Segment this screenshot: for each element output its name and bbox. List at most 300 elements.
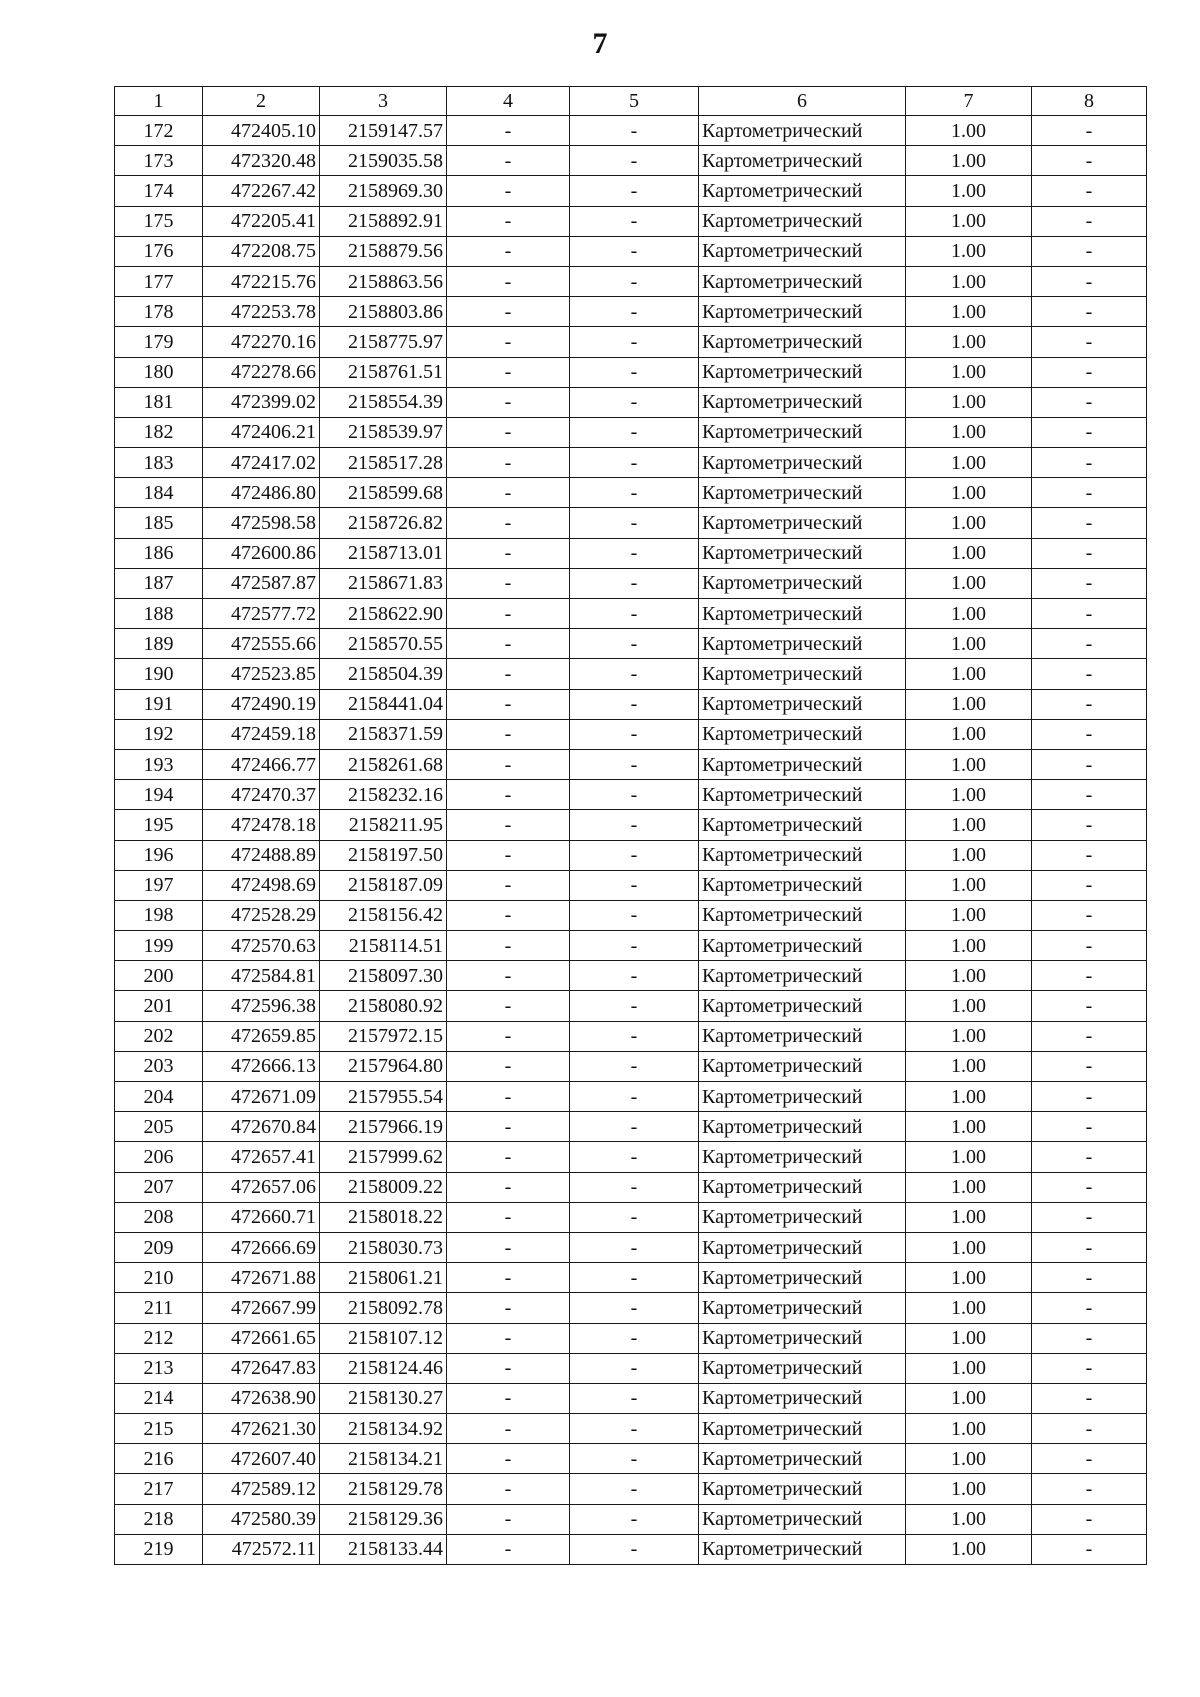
col-8-value-cell: - [1032,629,1147,659]
col-4-value-cell: - [447,568,570,598]
table-row [115,1293,1147,1323]
col-5-value-cell: - [570,780,699,810]
point-number-cell: 196 [115,840,203,870]
col-8-value-cell: - [1032,689,1147,719]
col-8-value-cell: - [1032,387,1147,417]
col-4-value-cell: - [447,1263,570,1293]
coord-y-cell: 2159147.57 [320,116,447,146]
col-4-value-cell: - [447,931,570,961]
coord-y-cell: 2158622.90 [320,599,447,629]
coord-y-cell: 2157966.19 [320,1112,447,1142]
coord-y-cell: 2158761.51 [320,357,447,387]
method-cell: Картометрический [699,1021,906,1051]
coord-x-cell: 472555.66 [203,629,320,659]
column-header: 5 [570,87,699,116]
method-cell: Картометрический [699,146,906,176]
coord-y-cell: 2158156.42 [320,900,447,930]
col-4-value-cell: - [447,508,570,538]
col-5-value-cell: - [570,629,699,659]
accuracy-cell: 1.00 [906,659,1032,689]
coord-x-cell: 472205.41 [203,206,320,236]
coord-y-cell: 2158133.44 [320,1534,447,1564]
column-header: 8 [1032,87,1147,116]
col-8-value-cell: - [1032,1051,1147,1081]
table-row [115,1263,1147,1293]
col-8-value-cell: - [1032,1414,1147,1444]
point-number-cell: 182 [115,417,203,447]
col-5-value-cell: - [570,1051,699,1081]
point-number-cell: 193 [115,749,203,779]
accuracy-cell: 1.00 [906,599,1032,629]
col-4-value-cell: - [447,357,570,387]
coord-x-cell: 472660.71 [203,1202,320,1232]
col-5-value-cell: - [570,1534,699,1564]
coord-y-cell: 2158134.21 [320,1444,447,1474]
col-5-value-cell: - [570,538,699,568]
coord-y-cell: 2157972.15 [320,1021,447,1051]
col-4-value-cell: - [447,719,570,749]
col-4-value-cell: - [447,448,570,478]
table-row [115,448,1147,478]
coord-x-cell: 472470.37 [203,780,320,810]
table-row [115,236,1147,266]
method-cell: Картометрический [699,116,906,146]
coord-y-cell: 2158441.04 [320,689,447,719]
coord-x-cell: 472666.69 [203,1232,320,1262]
col-5-value-cell: - [570,1504,699,1534]
col-8-value-cell: - [1032,900,1147,930]
point-number-cell: 215 [115,1414,203,1444]
accuracy-cell: 1.00 [906,236,1032,266]
table-row [115,266,1147,296]
column-header: 4 [447,87,570,116]
point-number-cell: 198 [115,900,203,930]
coord-x-cell: 472671.09 [203,1082,320,1112]
table-row [115,689,1147,719]
coord-y-cell: 2158504.39 [320,659,447,689]
table-row [115,1534,1147,1564]
point-number-cell: 209 [115,1232,203,1262]
coord-x-cell: 472584.81 [203,961,320,991]
col-8-value-cell: - [1032,961,1147,991]
coord-x-cell: 472278.66 [203,357,320,387]
col-5-value-cell: - [570,840,699,870]
col-5-value-cell: - [570,1142,699,1172]
col-8-value-cell: - [1032,1172,1147,1202]
coord-y-cell: 2158803.86 [320,297,447,327]
coord-x-cell: 472666.13 [203,1051,320,1081]
col-5-value-cell: - [570,1444,699,1474]
col-5-value-cell: - [570,599,699,629]
col-5-value-cell: - [570,1172,699,1202]
coord-x-cell: 472647.83 [203,1353,320,1383]
col-5-value-cell: - [570,659,699,689]
col-8-value-cell: - [1032,146,1147,176]
accuracy-cell: 1.00 [906,357,1032,387]
method-cell: Картометрический [699,900,906,930]
col-8-value-cell: - [1032,116,1147,146]
accuracy-cell: 1.00 [906,1082,1032,1112]
coord-x-cell: 472253.78 [203,297,320,327]
accuracy-cell: 1.00 [906,1051,1032,1081]
col-5-value-cell: - [570,206,699,236]
col-5-value-cell: - [570,568,699,598]
accuracy-cell: 1.00 [906,900,1032,930]
col-8-value-cell: - [1032,719,1147,749]
table-row [115,659,1147,689]
col-8-value-cell: - [1032,1232,1147,1262]
accuracy-cell: 1.00 [906,1534,1032,1564]
table-row [115,1353,1147,1383]
coord-y-cell: 2158969.30 [320,176,447,206]
method-cell: Картометрический [699,659,906,689]
method-cell: Картометрический [699,1323,906,1353]
col-5-value-cell: - [570,1263,699,1293]
col-4-value-cell: - [447,1172,570,1202]
col-8-value-cell: - [1032,749,1147,779]
col-4-value-cell: - [447,1353,570,1383]
col-8-value-cell: - [1032,206,1147,236]
col-8-value-cell: - [1032,810,1147,840]
col-5-value-cell: - [570,900,699,930]
col-4-value-cell: - [447,900,570,930]
method-cell: Картометрический [699,266,906,296]
col-8-value-cell: - [1032,1112,1147,1142]
col-4-value-cell: - [447,1414,570,1444]
method-cell: Картометрический [699,749,906,779]
point-number-cell: 217 [115,1474,203,1504]
table-row [115,1202,1147,1232]
col-5-value-cell: - [570,1112,699,1142]
point-number-cell: 204 [115,1082,203,1112]
col-4-value-cell: - [447,629,570,659]
col-4-value-cell: - [447,1142,570,1172]
col-4-value-cell: - [447,1534,570,1564]
method-cell: Картометрический [699,327,906,357]
col-4-value-cell: - [447,1051,570,1081]
method-cell: Картометрический [699,599,906,629]
point-number-cell: 213 [115,1353,203,1383]
table-body [115,116,1147,1565]
col-5-value-cell: - [570,448,699,478]
col-8-value-cell: - [1032,1474,1147,1504]
method-cell: Картометрический [699,810,906,840]
col-8-value-cell: - [1032,1504,1147,1534]
table-row [115,931,1147,961]
table-row [115,749,1147,779]
col-8-value-cell: - [1032,1142,1147,1172]
accuracy-cell: 1.00 [906,1021,1032,1051]
col-8-value-cell: - [1032,991,1147,1021]
table-row [115,1112,1147,1142]
accuracy-cell: 1.00 [906,387,1032,417]
col-4-value-cell: - [447,236,570,266]
method-cell: Картометрический [699,931,906,961]
coord-y-cell: 2158232.16 [320,780,447,810]
table-row [115,1383,1147,1413]
col-8-value-cell: - [1032,568,1147,598]
point-number-cell: 199 [115,931,203,961]
col-4-value-cell: - [447,146,570,176]
col-8-value-cell: - [1032,1353,1147,1383]
col-5-value-cell: - [570,387,699,417]
col-4-value-cell: - [447,1232,570,1262]
coordinates-table [114,86,1147,1565]
col-5-value-cell: - [570,1323,699,1353]
col-4-value-cell: - [447,599,570,629]
col-4-value-cell: - [447,991,570,1021]
table-row [115,508,1147,538]
point-number-cell: 175 [115,206,203,236]
accuracy-cell: 1.00 [906,810,1032,840]
coord-x-cell: 472670.84 [203,1112,320,1142]
col-8-value-cell: - [1032,1263,1147,1293]
col-4-value-cell: - [447,689,570,719]
coord-x-cell: 472671.88 [203,1263,320,1293]
coord-x-cell: 472661.65 [203,1323,320,1353]
col-5-value-cell: - [570,176,699,206]
accuracy-cell: 1.00 [906,840,1032,870]
point-number-cell: 205 [115,1112,203,1142]
header-row [115,87,1147,116]
col-5-value-cell: - [570,357,699,387]
method-cell: Картометрический [699,1142,906,1172]
col-8-value-cell: - [1032,448,1147,478]
accuracy-cell: 1.00 [906,719,1032,749]
accuracy-cell: 1.00 [906,1414,1032,1444]
accuracy-cell: 1.00 [906,1293,1032,1323]
accuracy-cell: 1.00 [906,780,1032,810]
coord-y-cell: 2158539.97 [320,417,447,447]
table-row [115,1414,1147,1444]
table-row [115,568,1147,598]
table-row [115,1172,1147,1202]
table-row [115,206,1147,236]
col-4-value-cell: - [447,297,570,327]
method-cell: Картометрический [699,508,906,538]
accuracy-cell: 1.00 [906,478,1032,508]
col-4-value-cell: - [447,1323,570,1353]
accuracy-cell: 1.00 [906,1323,1032,1353]
accuracy-cell: 1.00 [906,961,1032,991]
coord-x-cell: 472659.85 [203,1021,320,1051]
col-5-value-cell: - [570,1232,699,1262]
method-cell: Картометрический [699,1353,906,1383]
col-8-value-cell: - [1032,357,1147,387]
col-8-value-cell: - [1032,1021,1147,1051]
coord-x-cell: 472466.77 [203,749,320,779]
coord-y-cell: 2158197.50 [320,840,447,870]
point-number-cell: 178 [115,297,203,327]
coord-x-cell: 472587.87 [203,568,320,598]
col-5-value-cell: - [570,870,699,900]
col-5-value-cell: - [570,478,699,508]
method-cell: Картометрический [699,357,906,387]
table-row [115,387,1147,417]
coord-y-cell: 2158114.51 [320,931,447,961]
table-row [115,146,1147,176]
coord-y-cell: 2158092.78 [320,1293,447,1323]
accuracy-cell: 1.00 [906,266,1032,296]
col-5-value-cell: - [570,297,699,327]
coord-y-cell: 2158107.12 [320,1323,447,1353]
accuracy-cell: 1.00 [906,1263,1032,1293]
table-row [115,538,1147,568]
accuracy-cell: 1.00 [906,629,1032,659]
table-row [115,780,1147,810]
col-5-value-cell: - [570,749,699,779]
col-5-value-cell: - [570,1293,699,1323]
point-number-cell: 180 [115,357,203,387]
table-row [115,1082,1147,1112]
col-8-value-cell: - [1032,297,1147,327]
coord-x-cell: 472600.86 [203,538,320,568]
col-5-value-cell: - [570,116,699,146]
col-8-value-cell: - [1032,538,1147,568]
page-number: 7 [592,27,608,60]
accuracy-cell: 1.00 [906,1474,1032,1504]
col-5-value-cell: - [570,1383,699,1413]
coord-y-cell: 2158134.92 [320,1414,447,1444]
table-row [115,1444,1147,1474]
coord-y-cell: 2158097.30 [320,961,447,991]
coord-y-cell: 2158018.22 [320,1202,447,1232]
point-number-cell: 177 [115,266,203,296]
coord-x-cell: 472486.80 [203,478,320,508]
col-4-value-cell: - [447,206,570,236]
point-number-cell: 203 [115,1051,203,1081]
col-8-value-cell: - [1032,1293,1147,1323]
coord-x-cell: 472405.10 [203,116,320,146]
table-row [115,1474,1147,1504]
col-8-value-cell: - [1032,236,1147,266]
method-cell: Картометрический [699,1414,906,1444]
point-number-cell: 194 [115,780,203,810]
coord-y-cell: 2158517.28 [320,448,447,478]
method-cell: Картометрический [699,1172,906,1202]
method-cell: Картометрический [699,478,906,508]
point-number-cell: 207 [115,1172,203,1202]
col-4-value-cell: - [447,176,570,206]
coord-x-cell: 472399.02 [203,387,320,417]
table-header [115,87,1147,116]
point-number-cell: 172 [115,116,203,146]
coord-x-cell: 472667.99 [203,1293,320,1323]
col-8-value-cell: - [1032,176,1147,206]
col-4-value-cell: - [447,1383,570,1413]
coord-x-cell: 472580.39 [203,1504,320,1534]
col-5-value-cell: - [570,961,699,991]
col-8-value-cell: - [1032,659,1147,689]
method-cell: Картометрический [699,297,906,327]
col-4-value-cell: - [447,387,570,417]
coord-x-cell: 472598.58 [203,508,320,538]
method-cell: Картометрический [699,1534,906,1564]
point-number-cell: 216 [115,1444,203,1474]
point-number-cell: 189 [115,629,203,659]
accuracy-cell: 1.00 [906,508,1032,538]
point-number-cell: 173 [115,146,203,176]
point-number-cell: 201 [115,991,203,1021]
method-cell: Картометрический [699,629,906,659]
accuracy-cell: 1.00 [906,1383,1032,1413]
coord-y-cell: 2157964.80 [320,1051,447,1081]
point-number-cell: 211 [115,1293,203,1323]
point-number-cell: 188 [115,599,203,629]
col-4-value-cell: - [447,417,570,447]
accuracy-cell: 1.00 [906,1172,1032,1202]
point-number-cell: 197 [115,870,203,900]
coord-x-cell: 472607.40 [203,1444,320,1474]
col-4-value-cell: - [447,870,570,900]
point-number-cell: 187 [115,568,203,598]
coord-x-cell: 472267.42 [203,176,320,206]
point-number-cell: 208 [115,1202,203,1232]
col-4-value-cell: - [447,1202,570,1232]
point-number-cell: 202 [115,1021,203,1051]
accuracy-cell: 1.00 [906,538,1032,568]
coord-x-cell: 472270.16 [203,327,320,357]
point-number-cell: 212 [115,1323,203,1353]
table-row [115,417,1147,447]
col-8-value-cell: - [1032,417,1147,447]
method-cell: Картометрический [699,991,906,1021]
coord-y-cell: 2157955.54 [320,1082,447,1112]
coord-y-cell: 2158129.36 [320,1504,447,1534]
coord-x-cell: 472570.63 [203,931,320,961]
col-5-value-cell: - [570,327,699,357]
method-cell: Картометрический [699,236,906,266]
col-5-value-cell: - [570,508,699,538]
col-4-value-cell: - [447,1444,570,1474]
col-4-value-cell: - [447,478,570,508]
col-4-value-cell: - [447,1474,570,1504]
method-cell: Картометрический [699,1474,906,1504]
accuracy-cell: 1.00 [906,749,1032,779]
method-cell: Картометрический [699,206,906,236]
method-cell: Картометрический [699,1202,906,1232]
method-cell: Картометрический [699,719,906,749]
point-number-cell: 184 [115,478,203,508]
accuracy-cell: 1.00 [906,1202,1032,1232]
col-8-value-cell: - [1032,931,1147,961]
accuracy-cell: 1.00 [906,1142,1032,1172]
table-row [115,991,1147,1021]
coord-y-cell: 2158130.27 [320,1383,447,1413]
col-8-value-cell: - [1032,780,1147,810]
col-5-value-cell: - [570,719,699,749]
col-8-value-cell: - [1032,1383,1147,1413]
method-cell: Картометрический [699,538,906,568]
coord-y-cell: 2159035.58 [320,146,447,176]
method-cell: Картометрический [699,448,906,478]
col-5-value-cell: - [570,810,699,840]
coord-y-cell: 2157999.62 [320,1142,447,1172]
col-4-value-cell: - [447,1504,570,1534]
method-cell: Картометрический [699,387,906,417]
col-8-value-cell: - [1032,1082,1147,1112]
accuracy-cell: 1.00 [906,1353,1032,1383]
coord-x-cell: 472638.90 [203,1383,320,1413]
accuracy-cell: 1.00 [906,689,1032,719]
col-8-value-cell: - [1032,1202,1147,1232]
col-5-value-cell: - [570,689,699,719]
col-5-value-cell: - [570,931,699,961]
col-4-value-cell: - [447,538,570,568]
col-4-value-cell: - [447,810,570,840]
point-number-cell: 174 [115,176,203,206]
point-number-cell: 195 [115,810,203,840]
